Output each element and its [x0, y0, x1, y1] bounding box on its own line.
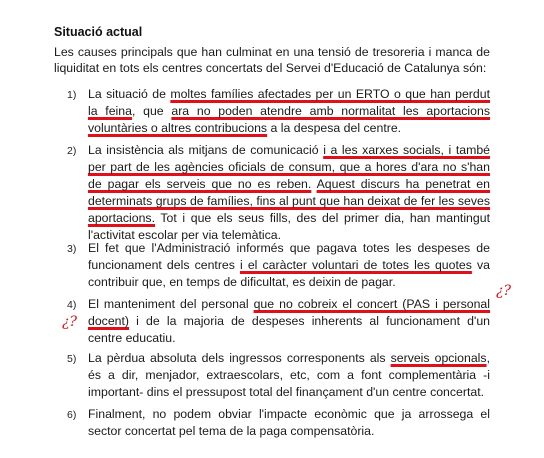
- list-item-text: [88, 297, 490, 345]
- text-segment: Tot i que els seus fills, des del primer dia, han mantingut l'activitat escolar per via telemàtica.: [88, 211, 490, 242]
- text-segment: i de la majoria de despeses inherents al funcionament d'un centre educatiu.: [88, 314, 490, 345]
- list-item: [67, 296, 490, 347]
- list-item-text: [88, 143, 490, 242]
- list-item-text: [88, 87, 490, 135]
- list-number: 1): [67, 89, 77, 101]
- list-item-text: [88, 407, 490, 438]
- list-item-text: [88, 241, 490, 289]
- underlined-text: moltes famílies afectades per un ERTO o que han perdut la feina: [88, 87, 490, 118]
- text-segment: , que: [131, 104, 172, 118]
- section-heading: Situació actual: [54, 25, 143, 39]
- text-segment: La pèrdua absoluta dels ingressos corresponents als: [88, 351, 391, 365]
- text-segment: , és a dir, menjador, extraescolars, etc, com a font complementària -i important- dins el pressupost total del finançament d'un centre concertat.: [88, 351, 490, 399]
- list-number: 4): [67, 299, 77, 311]
- list-item: [67, 406, 490, 440]
- text-segment: a la despesa del centre.: [267, 121, 402, 135]
- underlined-text: ara no poden atendre amb normalitat les aportacions voluntàries o altres contribucions: [88, 104, 490, 135]
- underlined-text: i a les xarxes socials, i també per part de les agències oficials de consum, que a hores d'ara no s'han de pagar els serveis que no es reben.: [88, 143, 490, 191]
- list-number: 2): [67, 145, 77, 157]
- underlined-text: Aquest discurs ha penetrat en determinats grups de famílies, fins al punt que han deixat de fer les seves aportacions.: [88, 177, 490, 225]
- list-number: 5): [67, 353, 77, 365]
- text-segment: Finalment, no podem obviar l'impacte econòmic que ja arrossega el sector concertat pel tema de la paga compensatòria.: [88, 407, 490, 438]
- underlined-text: i el caràcter voluntari de totes les quotes: [240, 258, 472, 272]
- list-item-text: [88, 351, 490, 399]
- handwritten-question-mark: ¿?: [62, 314, 78, 330]
- underlined-text: que no cobreix el concert (PAS i personal docent): [88, 297, 490, 328]
- list-item: [67, 142, 490, 244]
- list-item: [67, 86, 490, 137]
- text-segment: El manteniment del personal: [88, 297, 254, 311]
- text-segment: La insistència als mitjans de comunicació: [88, 143, 324, 157]
- text-segment: El fet que l'Administració informés que pagava totes les despeses de funcionament dels centres: [88, 241, 490, 272]
- text-segment: va contribuir que, en temps de dificultat, es deixin de pagar.: [88, 258, 490, 289]
- intro-paragraph: Les causes principals que han culminat en una tensió de tresoreria i manca de liquiditat en tots els centres concertats del Servei d'Educació de Catalunya són:: [54, 45, 490, 75]
- underlined-text: serveis opcionals: [390, 351, 487, 365]
- list-item: [67, 350, 490, 401]
- list-number: 6): [67, 409, 77, 421]
- handwritten-question-mark: ¿?: [496, 283, 512, 299]
- text-segment: La situació de: [88, 87, 171, 101]
- list-number: 3): [67, 243, 77, 255]
- list-item: [67, 240, 490, 291]
